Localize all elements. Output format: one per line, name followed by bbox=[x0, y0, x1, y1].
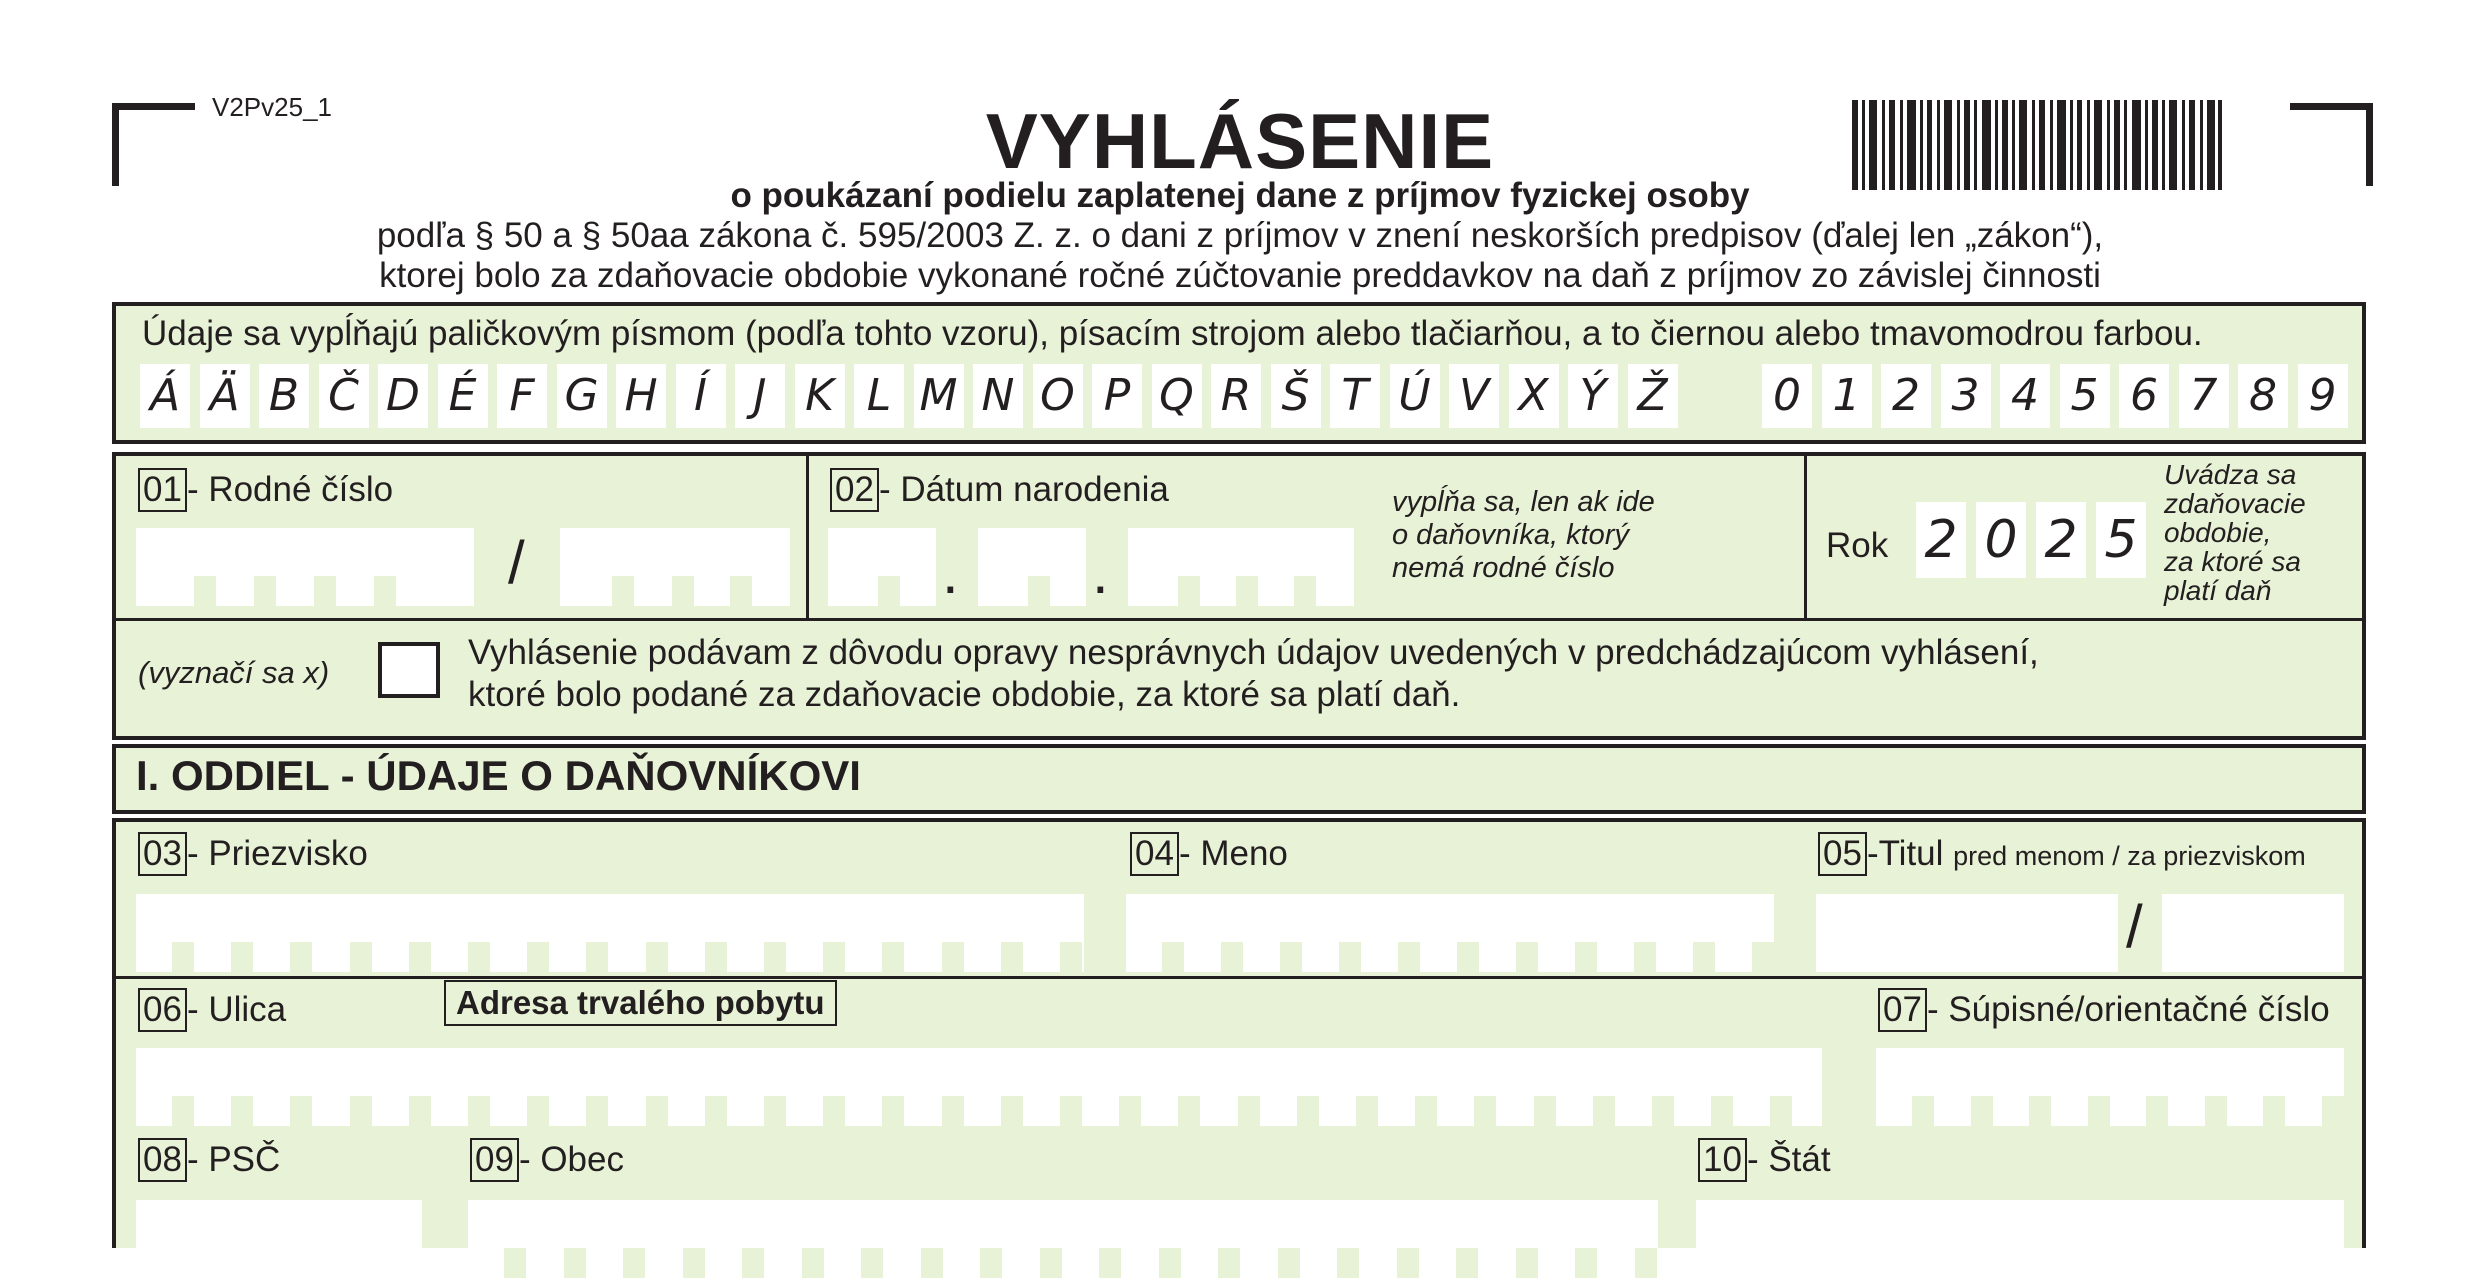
comb-divider bbox=[1162, 942, 1184, 972]
field-05-subtext: pred menom / za priezviskom bbox=[1953, 841, 2306, 871]
comb-divider bbox=[1060, 942, 1082, 972]
sample-digit: 9 bbox=[2298, 364, 2348, 428]
comb-divider bbox=[764, 942, 786, 972]
mark-hint: (vyznačí sa x) bbox=[138, 655, 330, 690]
law-line-2: ktorej bolo za zdaňovacie obdobie vykonané ročné zúčtovanie preddavkov na daň z príjmov zo závislej činnosti bbox=[379, 256, 2101, 295]
comb-divider bbox=[2029, 1096, 2051, 1126]
comb-divider bbox=[1398, 942, 1420, 972]
address-tag: Adresa trvalého pobytu bbox=[444, 980, 837, 1026]
sample-letter: N bbox=[973, 364, 1023, 428]
comb-divider bbox=[1238, 1096, 1260, 1126]
field-01-label bbox=[138, 468, 393, 512]
sample-letter: Ž bbox=[1628, 364, 1678, 428]
field-10-text: - Štát bbox=[1746, 1140, 1831, 1179]
house-number-input[interactable] bbox=[1876, 1048, 2344, 1126]
birth-date-dot-1: . bbox=[942, 539, 959, 606]
comb-divider bbox=[1635, 1248, 1657, 1278]
field-07-text: - Súpisné/orientačné číslo bbox=[1926, 990, 2330, 1029]
birth-date-note: vypĺňa sa, len ak ide o daňovníka, ktorý nemá rodné číslo bbox=[1392, 486, 1655, 584]
comb-divider bbox=[861, 1248, 883, 1278]
comb-divider bbox=[2088, 1096, 2110, 1126]
instructions-text: Údaje sa vypĺňajú paličkovým písmom (podľa tohto vzoru), písacím strojom alebo tlačiarňou, a to čiernou alebo tmavomodrou farbou. bbox=[142, 314, 2203, 353]
correction-text-line-1: Vyhlásenie podávam z dôvodu opravy nesprávnych údajov uvedených v predchádzajúcom vyhlásení, bbox=[468, 633, 2039, 672]
birth-number-input-part2[interactable] bbox=[560, 528, 790, 606]
field-03-label bbox=[138, 832, 368, 876]
title-before-name-input[interactable] bbox=[1816, 894, 2118, 972]
comb-divider bbox=[564, 1248, 586, 1278]
comb-divider bbox=[1060, 1096, 1082, 1126]
comb-divider bbox=[1356, 1096, 1378, 1126]
comb-divider bbox=[1415, 1096, 1437, 1126]
comb-divider bbox=[1397, 1248, 1419, 1278]
comb-divider bbox=[683, 1248, 705, 1278]
comb-divider bbox=[1534, 1096, 1556, 1126]
field-05-number: 05 bbox=[1818, 832, 1867, 876]
sample-letter: Š bbox=[1271, 364, 1321, 428]
sample-letter: É bbox=[438, 364, 488, 428]
comb-divider bbox=[646, 942, 668, 972]
comb-divider bbox=[172, 1096, 194, 1126]
comb-divider bbox=[823, 1096, 845, 1126]
form-subtitle: o poukázaní podielu zaplatenej dane z príjmov fyzickej osoby bbox=[730, 176, 1750, 215]
sample-digit: 1 bbox=[1822, 364, 1872, 428]
sample-letter: P bbox=[1092, 364, 1142, 428]
comb-divider bbox=[942, 1096, 964, 1126]
sample-digit: 8 bbox=[2238, 364, 2288, 428]
id-section-box bbox=[112, 452, 2366, 740]
field-06-text: - Ulica bbox=[186, 990, 287, 1029]
correction-text-line-2: ktoré bolo podané za zdaňovacie obdobie, za ktoré sa platí daň. bbox=[468, 675, 1461, 714]
field-09-number: 09 bbox=[470, 1138, 519, 1182]
field-04-text: - Meno bbox=[1178, 834, 1288, 873]
birth-date-day-input[interactable] bbox=[828, 528, 936, 606]
comb-divider bbox=[1770, 1096, 1792, 1126]
comb-divider bbox=[1971, 1096, 1993, 1126]
comb-divider bbox=[1457, 942, 1479, 972]
comb-divider bbox=[172, 942, 194, 972]
sample-letter: Ú bbox=[1390, 364, 1440, 428]
sample-letter: R bbox=[1211, 364, 1261, 428]
comb-divider bbox=[1119, 1096, 1141, 1126]
comb-divider bbox=[705, 1096, 727, 1126]
field-02-label bbox=[830, 468, 1169, 512]
instructions-box bbox=[112, 302, 2366, 444]
comb-divider bbox=[2322, 1096, 2344, 1126]
tax-year-note-line: Uvádza sa bbox=[2164, 459, 2297, 490]
field-03-text: - Priezvisko bbox=[186, 834, 368, 873]
field-09-label bbox=[470, 1138, 624, 1182]
sample-digit: 3 bbox=[1941, 364, 1991, 428]
year-label: Rok bbox=[1826, 526, 1889, 565]
comb-divider bbox=[882, 1096, 904, 1126]
tax-year-note-line: zdaňovacie bbox=[2164, 488, 2306, 519]
comb-divider bbox=[623, 1248, 645, 1278]
comb-divider bbox=[942, 942, 964, 972]
sample-letter: G bbox=[557, 364, 607, 428]
comb-divider bbox=[1339, 942, 1361, 972]
comb-divider bbox=[1218, 1248, 1240, 1278]
comb-divider bbox=[350, 942, 372, 972]
sample-letter: J bbox=[735, 364, 785, 428]
sample-digit: 6 bbox=[2119, 364, 2169, 428]
comb-divider bbox=[1634, 942, 1656, 972]
comb-divider bbox=[1278, 1248, 1300, 1278]
sample-letter: Q bbox=[1152, 364, 1202, 428]
sample-letter: K bbox=[795, 364, 845, 428]
comb-divider bbox=[350, 1096, 372, 1126]
tax-year-note-line: platí daň bbox=[2164, 575, 2272, 606]
divider bbox=[116, 618, 2362, 621]
comb-divider bbox=[2205, 1096, 2227, 1126]
comb-divider bbox=[1337, 1248, 1359, 1278]
comb-divider bbox=[1912, 1096, 1934, 1126]
sample-digit: 0 bbox=[1762, 364, 1812, 428]
comb-divider bbox=[1099, 1248, 1121, 1278]
comb-divider bbox=[586, 1096, 608, 1126]
year-digit: 0 bbox=[1976, 502, 2026, 578]
sample-letter: V bbox=[1449, 364, 1499, 428]
section-1-box bbox=[112, 818, 2366, 1248]
field-05-label bbox=[1818, 832, 2306, 876]
comb-divider bbox=[1001, 942, 1023, 972]
comb-divider bbox=[1280, 942, 1302, 972]
sample-letter: B bbox=[259, 364, 309, 428]
field-08-text: - PSČ bbox=[186, 1140, 281, 1179]
comb-divider bbox=[231, 942, 253, 972]
comb-divider bbox=[1001, 1096, 1023, 1126]
comb-divider bbox=[409, 942, 431, 972]
comb-divider bbox=[504, 1248, 526, 1278]
section-1-title: I. ODDIEL - ÚDAJE O DAŇOVNÍKOVI bbox=[136, 752, 861, 799]
comb-divider bbox=[764, 1096, 786, 1126]
field-01-number: 01 bbox=[138, 468, 187, 512]
field-06-number: 06 bbox=[138, 988, 187, 1032]
divider bbox=[806, 456, 809, 620]
year-digit: 2 bbox=[2036, 502, 2086, 578]
comb-divider bbox=[646, 1096, 668, 1126]
birth-date-month-input[interactable] bbox=[978, 528, 1086, 606]
field-10-label bbox=[1698, 1138, 1831, 1182]
comb-divider bbox=[586, 942, 608, 972]
form-code: V2Pv25_1 bbox=[212, 92, 332, 122]
tax-year-note bbox=[2164, 460, 2306, 605]
sample-letter: L bbox=[854, 364, 904, 428]
comb-divider bbox=[527, 942, 549, 972]
sample-letter: Ý bbox=[1568, 364, 1618, 428]
comb-divider bbox=[742, 1248, 764, 1278]
comb-divider bbox=[1221, 942, 1243, 972]
sample-letter: Ä bbox=[200, 364, 250, 428]
sample-letter: M bbox=[914, 364, 964, 428]
comb-divider bbox=[1575, 1248, 1597, 1278]
comb-divider bbox=[2263, 1096, 2285, 1126]
sample-digit: 7 bbox=[2179, 364, 2229, 428]
divider bbox=[116, 976, 2362, 979]
title-separator: / bbox=[2126, 893, 2143, 960]
comb-divider bbox=[1575, 942, 1597, 972]
field-10-number: 10 bbox=[1698, 1138, 1747, 1182]
street-input[interactable] bbox=[136, 1048, 1822, 1126]
tax-year-note-line: za ktoré sa bbox=[2164, 546, 2301, 577]
sample-digit: 2 bbox=[1881, 364, 1931, 428]
field-08-number: 08 bbox=[138, 1138, 187, 1182]
sample-letter: Á bbox=[140, 364, 190, 428]
sample-letter: X bbox=[1509, 364, 1559, 428]
surname-input[interactable] bbox=[136, 894, 1084, 972]
field-05-text: -Titul bbox=[1866, 834, 1944, 873]
comb-divider bbox=[2146, 1096, 2168, 1126]
title-after-name-input[interactable] bbox=[2162, 894, 2344, 972]
comb-divider bbox=[1159, 1248, 1181, 1278]
field-08-label bbox=[138, 1138, 280, 1182]
correction-checkbox[interactable] bbox=[378, 642, 440, 698]
comb-divider bbox=[1456, 1248, 1478, 1278]
comb-divider bbox=[1652, 1096, 1674, 1126]
comb-divider bbox=[409, 1096, 431, 1126]
birth-number-input-part1[interactable] bbox=[136, 528, 474, 606]
field-02-text: - Dátum narodenia bbox=[878, 470, 1169, 509]
sample-letter: Č bbox=[319, 364, 369, 428]
comb-divider bbox=[980, 1248, 1002, 1278]
divider bbox=[1804, 456, 1807, 620]
city-input[interactable] bbox=[468, 1200, 1658, 1278]
field-02-number: 02 bbox=[830, 468, 879, 512]
sample-letter: Í bbox=[676, 364, 726, 428]
sample-letter: D bbox=[378, 364, 428, 428]
law-reference bbox=[0, 216, 2480, 296]
birth-number-separator: / bbox=[508, 529, 525, 596]
comb-divider bbox=[1474, 1096, 1496, 1126]
field-06-label bbox=[138, 988, 286, 1032]
comb-divider bbox=[882, 942, 904, 972]
sample-digit: 5 bbox=[2060, 364, 2110, 428]
field-07-label bbox=[1878, 988, 2330, 1032]
country-input[interactable] bbox=[1696, 1200, 2344, 1278]
comb-divider bbox=[1593, 1096, 1615, 1126]
postal-code-input[interactable] bbox=[136, 1200, 422, 1278]
birth-date-dot-2: . bbox=[1092, 539, 1109, 606]
year-digit: 5 bbox=[2096, 502, 2146, 578]
comb-divider bbox=[1516, 942, 1538, 972]
comb-divider bbox=[468, 1096, 490, 1126]
year-digit: 2 bbox=[1916, 502, 1966, 578]
comb-divider bbox=[527, 1096, 549, 1126]
comb-divider bbox=[290, 942, 312, 972]
birth-date-year-input[interactable] bbox=[1128, 528, 1354, 606]
comb-divider bbox=[705, 942, 727, 972]
comb-divider bbox=[1711, 1096, 1733, 1126]
comb-divider bbox=[1752, 942, 1774, 972]
field-03-number: 03 bbox=[138, 832, 187, 876]
sample-letter: F bbox=[497, 364, 547, 428]
comb-divider bbox=[231, 1096, 253, 1126]
comb-divider bbox=[802, 1248, 824, 1278]
comb-divider bbox=[1040, 1248, 1062, 1278]
field-04-number: 04 bbox=[1130, 832, 1179, 876]
field-01-text: - Rodné číslo bbox=[186, 470, 394, 509]
comb-divider bbox=[921, 1248, 943, 1278]
sample-letter: O bbox=[1033, 364, 1083, 428]
field-09-text: - Obec bbox=[518, 1140, 624, 1179]
sample-letter: T bbox=[1330, 364, 1380, 428]
comb-divider bbox=[1297, 1096, 1319, 1126]
section-1-header bbox=[112, 744, 2366, 814]
comb-divider bbox=[1693, 942, 1715, 972]
correction-text bbox=[468, 632, 2039, 716]
field-07-number: 07 bbox=[1878, 988, 1927, 1032]
comb-divider bbox=[1516, 1248, 1538, 1278]
tax-year-note-line: obdobie, bbox=[2164, 517, 2272, 548]
comb-divider bbox=[290, 1096, 312, 1126]
sample-letter: H bbox=[616, 364, 666, 428]
comb-divider bbox=[823, 942, 845, 972]
first-name-input[interactable] bbox=[1126, 894, 1774, 972]
law-line-1: podľa § 50 a § 50aa zákona č. 595/2003 Z. z. o dani z príjmov v znení neskorších predpisov (ďalej len „zákon“), bbox=[376, 216, 2104, 255]
comb-divider bbox=[468, 942, 490, 972]
sample-digit: 4 bbox=[2000, 364, 2050, 428]
comb-divider bbox=[1178, 1096, 1200, 1126]
tax-year-display bbox=[1916, 502, 2156, 578]
form-title: VYHLÁSENIE bbox=[985, 97, 1495, 185]
field-04-label bbox=[1130, 832, 1288, 876]
